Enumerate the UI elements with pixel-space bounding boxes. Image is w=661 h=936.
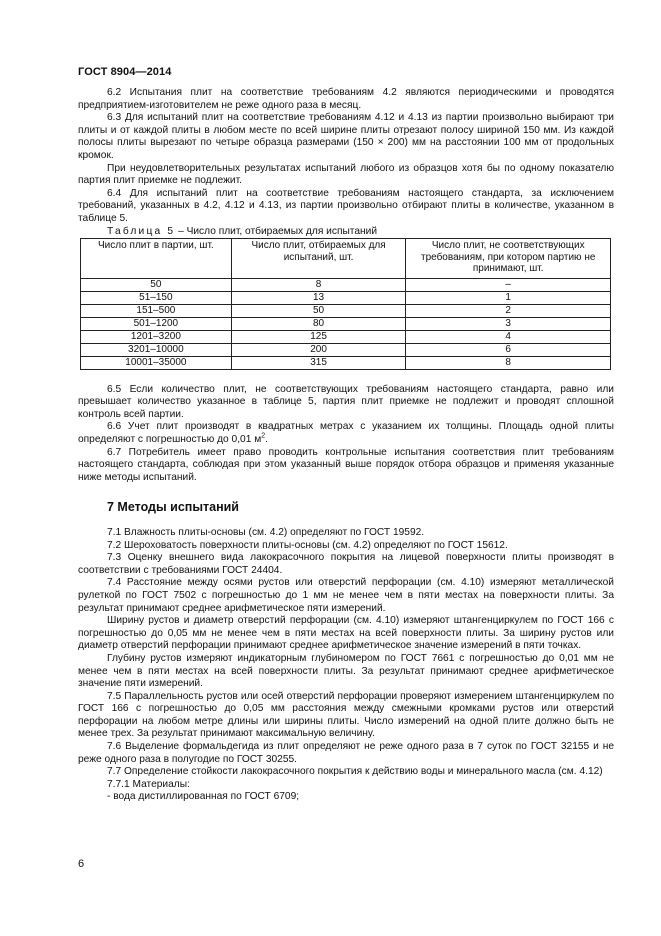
table-row <box>81 330 611 343</box>
table-cell: 151–500 <box>81 304 232 317</box>
table-caption <box>78 226 614 239</box>
table-cell: – <box>406 278 611 291</box>
table-cell: 50 <box>231 304 406 317</box>
page-number: 6 <box>78 858 85 870</box>
table-cell: 50 <box>81 278 232 291</box>
table-cell: 10001–35000 <box>81 356 232 369</box>
table-cell: 3201–10000 <box>81 343 232 356</box>
sampling-table <box>80 238 611 370</box>
paragraph-7-7-1-item: - вода дистиллированная по ГОСТ 6709; <box>107 791 300 803</box>
table-cell: 2 <box>406 304 611 317</box>
table-row <box>81 278 611 291</box>
table-row <box>81 291 611 304</box>
paragraph-6-4: 6.4 Для испытаний плит на соответствие требованиям настоящего стандарта, за исключением требований, указанных в 4.2, 4.12 и 4.13, из партии произвольно отбирают плиты в количестве, указанном в таблице 5. <box>78 187 614 224</box>
paragraph-6-2: 6.2 Испытания плит на соответствие требованиям 4.2 являются периодическими и проводятся предприятием-изготовителем не реже одного раза в месяц. <box>78 87 614 111</box>
table-cell: 8 <box>406 356 611 369</box>
paragraph-7-7: 7.7 Определение стойкости лакокрасочного покрытия к действию воды и минерального масла (см. 4.12) <box>107 766 603 778</box>
table-cell: 315 <box>231 356 406 369</box>
table-cell: 3 <box>406 317 611 330</box>
paragraph-7-3: 7.3 Оценку внешнего вида лакокрасочного покрытия на лицевой поверхности плиты производят в соответствии с требованиями ГОСТ 24404. <box>78 552 614 576</box>
table-cell: 51–150 <box>81 291 232 304</box>
table-cell: 501–1200 <box>81 317 232 330</box>
section-title: 7 Методы испытаний <box>107 500 239 515</box>
table-cell: 1201–3200 <box>81 330 232 343</box>
table-header-cell: Число плит в партии, шт. <box>81 239 232 279</box>
paragraph-6-3: 6.3 Для испытаний плит на соответствие требованиям 4.12 и 4.13 из партии произвольно выбирают три плиты и от каждой плиты в любом месте по всей ширине плиты отрезают полосу шириной 150 мм. Из каждой полосы плиты вырезают по четыре образца размерами (150 × 200) мм на расстоянии 100 мм от продольных кромок. <box>78 112 614 161</box>
table-row <box>81 343 611 356</box>
table-header-cell: Число плит, отбираемых для испытаний, шт. <box>231 239 406 279</box>
document-header: ГОСТ 8904—2014 <box>78 66 172 78</box>
paragraph-6-5: 6.5 Если количество плит, не соответствующих требованиям настоящего стандарта, равно или превышает количество указанное в таблице 5, партия плит приемке не подлежит и проводят сплошной контроль всей партии. <box>78 383 614 420</box>
table-cell: 13 <box>231 291 406 304</box>
table-row <box>81 304 611 317</box>
paragraph-6-6-superscript: 2 <box>261 432 266 440</box>
paragraph-6-6-text: 6.6 Учет плит производят в квадратных метрах с указанием их толщины. Площадь одной плиты определяют с погрешностью до 0,01 м <box>78 421 614 445</box>
table-cell: 80 <box>231 317 406 330</box>
table-cell: 8 <box>231 278 406 291</box>
table-cell: 125 <box>231 330 406 343</box>
paragraph-7-5: 7.5 Параллельность рустов или осей отверстий перфорации проверяют измерением штангенциркулем по ГОСТ 166 с погрешностью до 0,05 мм расстояния между смежными кромками рустов или отверстий перфорации на любом метре длины или ширины плиты. Число измерений на одной плите должно быть не менее трех. За результат принимают максимальную величину. <box>78 690 614 740</box>
table-header-cell: Число плит, не соответствующих требованиям, при котором партию не принимают, шт. <box>406 239 611 279</box>
table-cell: 4 <box>406 330 611 343</box>
table-cell: 6 <box>406 343 611 356</box>
paragraph-6-6-end: . <box>265 434 268 445</box>
document-body <box>78 87 614 804</box>
table-header-row <box>81 239 611 279</box>
paragraph-7-6: 7.6 Выделение формальдегида из плит определяют не реже одного раза в 7 суток по ГОСТ 32155 и не реже одного раза в полугодие по ГОСТ 30255. <box>78 741 614 765</box>
paragraph-7-7-1: 7.7.1 Материалы: <box>107 778 190 790</box>
paragraph-6-6 <box>78 421 614 446</box>
table-cell: 1 <box>406 291 611 304</box>
paragraph-6-7: 6.7 Потребитель имеет право проводить контрольные испытания соответствия плит требованиям настоящего стандарта, соблюдая при этом указанный выше порядок отбора образцов и применяя указанные ниже методы испытаний. <box>78 446 614 483</box>
table-row <box>81 356 611 369</box>
paragraph-7-1: 7.1 Влажность плиты-основы (см. 4.2) определяют по ГОСТ 19592. <box>107 526 425 538</box>
table-caption-prefix: Таблица 5 <box>107 225 176 237</box>
paragraph-7-4: 7.4 Расстояние между осями рустов или отверстий перфорации (см. 4.10) измеряют металлической рулеткой по ГОСТ 7502 с погрешностью до 1 мм не менее чем в пяти местах на поверхности плиты. За результат принимают среднее арифметическое пяти измерений. <box>78 577 614 614</box>
paragraph-7-2: 7.2 Шероховатость поверхности плиты-основы (см. 4.2) определяют по ГОСТ 15612. <box>107 539 508 551</box>
table-cell: 200 <box>231 343 406 356</box>
paragraph-7-4-depth: Глубину рустов измеряют индикаторным глубиномером по ГОСТ 7661 с погрешностью до 0,01 мм не менее чем в пяти местах на всей поверхности плиты. За результат принимают среднее арифметическое значение пяти измерений. <box>78 652 614 690</box>
table-caption-text: – Число плит, отбираемых для испытаний <box>175 225 378 237</box>
paragraph-6-3-note: При неудовлетворительных результатах испытаний любого из образцов хотя бы по одному показателю партия плит приемке не подлежит. <box>78 162 614 187</box>
paragraph-7-4-width: Ширину рустов и диаметр отверстий перфорации (см. 4.10) измеряют штангенциркулем по ГОСТ 166 с погрешностью до 0,05 мм не менее чем в пяти местах на всей поверхности плиты. За ширину рустов или диаметр отверстий перфорации принимают среднее арифметическое значение измерений в пяти точках. <box>78 615 614 652</box>
table-row <box>81 317 611 330</box>
